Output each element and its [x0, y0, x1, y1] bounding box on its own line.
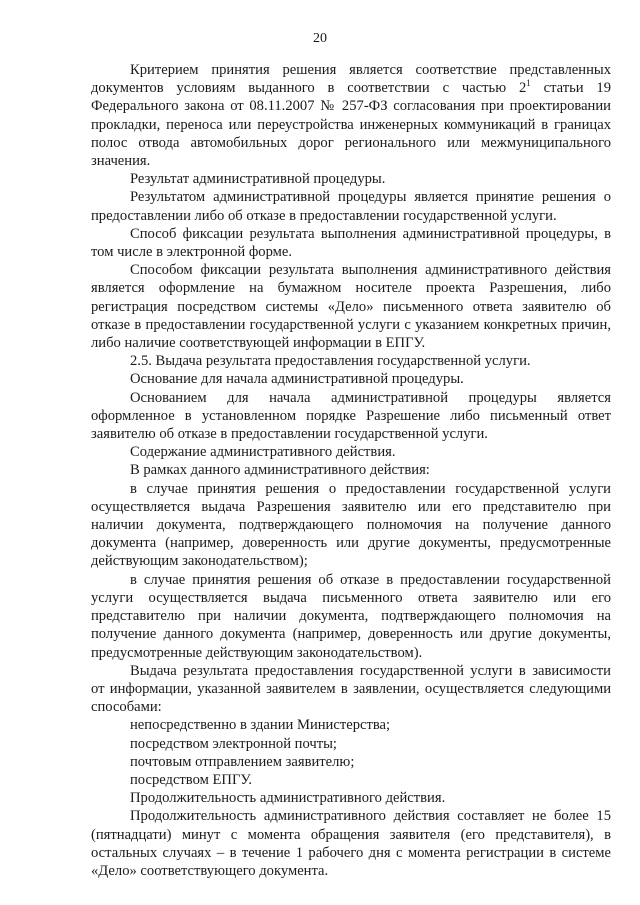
section-heading-2-5: 2.5. Выдача результата предоставления государственной услуги.	[130, 353, 531, 370]
paragraph-result: Результатом административной процедуры является принятие решения о предоставлении либо об отказе в предоставлении государственной услуги.	[91, 189, 611, 224]
paragraph-within-action: В рамках данного административного действия:	[130, 462, 430, 479]
paragraph-criteria-end: статьи 19 Федерального закона от 08.11.2007 № 257-ФЗ согласования при проектировании прокладки, переноса или переустройства инженерных коммуникаций в границах полос отвода автомобильных дорог регионального или межмуниципального значения.	[91, 80, 611, 170]
paragraph-case-approval: в случае принятия решения о предоставлении государственной услуги осуществляется выдача Разрешения заявителю или его представителю при наличии документа, подтверждающего полномочия на получение данного документа (например, доверенность или другие документы, предусмотренные действующим законодательством);	[91, 480, 611, 570]
paragraph-fixation-heading: Способ фиксации результата выполнения административной процедуры, в том числе в электронной форме.	[91, 225, 611, 261]
paragraph-basis: Основанием для начала административной процедуры является оформленное в установленном порядке Разрешение либо письменный ответ заявителю об отказе в предоставлении государственной услуги.	[91, 389, 611, 443]
paragraph-duration: Продолжительность административного действия составляет не более 15 (пятнадцати) минут с момента обращения заявителя (его представителя), в остальных случаях – в течение 1 рабочего дня с момента регистрации в системе «Дело» соответствующего документа.	[91, 808, 611, 879]
list-item-epgu: посредством ЕПГУ.	[130, 771, 252, 788]
paragraph-fixation: Способом фиксации результата выполнения административного действия является оформление на бумажном носителе проекта Разрешения, либо регистрация посредством системы «Дело» письменного ответа заявителю об отказе в предоставлении государственной услуги с указанием конкретных причин, либо наличие соответствующей информации в ЕПГУ.	[91, 262, 611, 352]
list-item-post: почтовым отправлением заявителю;	[130, 753, 355, 770]
paragraph-case-refusal: в случае принятия решения об отказе в предоставлении государственной услуги осуществляется выдача письменного ответа заявителю или его представителю при наличии документа, подтверждающего полномочия на получение данного документа (например, доверенность или другие документы, предусмотренные действующим законодательством).	[91, 571, 611, 661]
document-body	[91, 61, 611, 880]
footnote-marker: 1	[526, 78, 531, 89]
page-number: 20	[313, 31, 327, 46]
paragraph-result-heading: Результат административной процедуры.	[130, 171, 386, 188]
paragraph-basis-heading: Основание для начала административной процедуры.	[130, 371, 464, 388]
list-item-email: посредством электронной почты;	[130, 735, 337, 752]
paragraph-duration-heading: Продолжительность административного действия.	[130, 790, 446, 807]
paragraph-content-heading: Содержание административного действия.	[130, 444, 396, 461]
list-item-ministry: непосредственно в здании Министерства;	[130, 717, 391, 734]
paragraph-criteria-start: Критерием принятия решения является соответствие представленных документов условиям выданного в соответствии с частью 2	[91, 62, 611, 97]
paragraph-delivery-methods: Выдача результата предоставления государственной услуги в зависимости от информации, указанной заявителем в заявлении, осуществляется следующими способами:	[91, 662, 611, 716]
paragraph-criteria	[91, 61, 611, 170]
